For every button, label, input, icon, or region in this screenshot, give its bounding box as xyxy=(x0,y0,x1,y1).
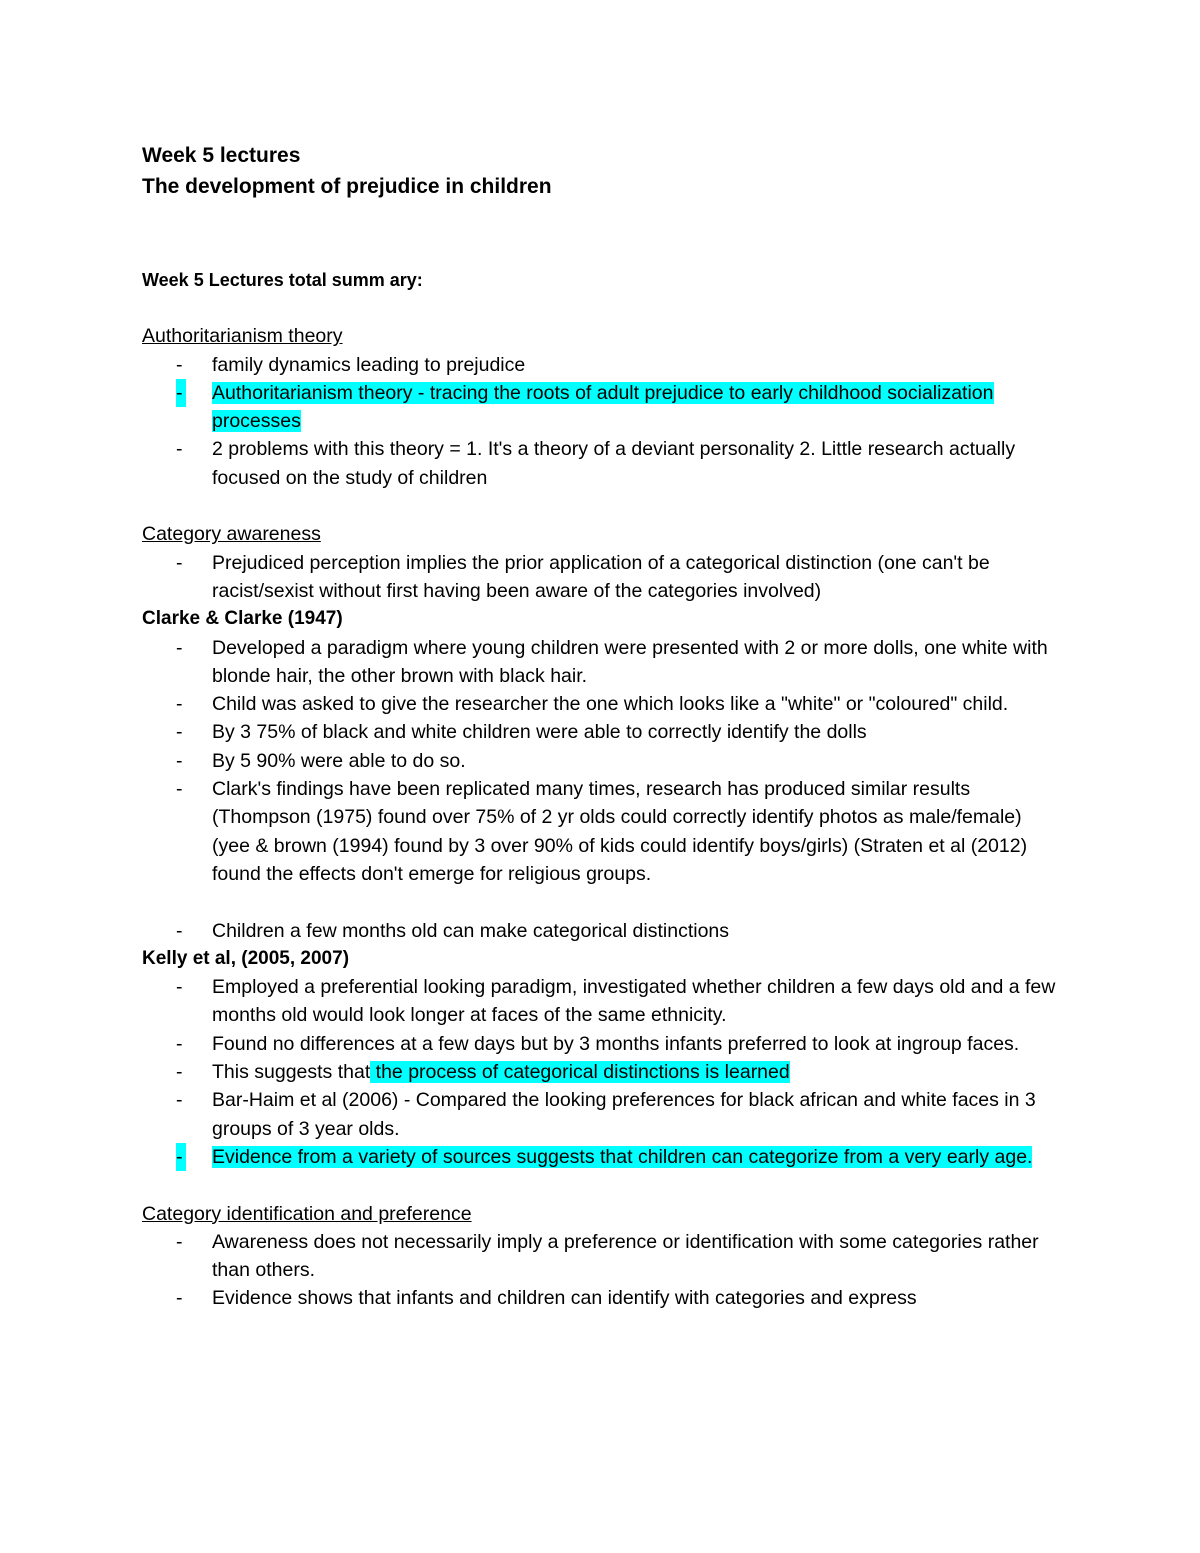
list-item xyxy=(142,690,1062,718)
bullet-dash: - xyxy=(176,1089,183,1112)
list-item xyxy=(142,634,1062,691)
list-item-text: 2 problems with this theory = 1. It's a theory of a deviant personality 2. Little research actually focused on the study of children xyxy=(212,438,1016,489)
bullet-dash: - xyxy=(176,1032,183,1055)
list-item xyxy=(142,775,1062,888)
list-item-highlighted xyxy=(142,1143,1062,1171)
spacer xyxy=(142,1171,1062,1199)
list-item-text: Clark's findings have been replicated many times, research has produced similar results (Thompson (1975) found over 75% of 2 yr olds could correctly identify photos as male/female) (yee & brown (1994) found by 3 over 90% of kids could identify boys/girls) (Straten et al (2012) found the effects don't emerge for religious groups. xyxy=(212,778,1028,885)
highlighted-text: Authoritarianism theory - tracing the roots of adult prejudice to early childhood socialization processes xyxy=(212,381,994,433)
identification-list xyxy=(142,1228,1062,1313)
bullet-dash: - xyxy=(176,1143,186,1171)
list-item xyxy=(142,549,1062,606)
document-title-line-1: Week 5 lectures xyxy=(142,144,301,167)
spacer xyxy=(142,294,1062,322)
list-item xyxy=(142,1284,1062,1312)
list-item-text: Awareness does not necessarily imply a preference or identification with some categories rather than others. xyxy=(212,1230,1039,1282)
bullet-dash: - xyxy=(176,1287,183,1310)
bullet-dash: - xyxy=(176,976,183,999)
list-item xyxy=(142,718,1062,746)
bullet-dash: - xyxy=(176,1230,183,1253)
list-item-text: Employed a preferential looking paradigm, investigated whether children a few days old and a few months old would look longer at faces of the same ethnicity. xyxy=(212,976,1056,1027)
summary-heading: Week 5 Lectures total summ ary: xyxy=(142,270,423,290)
list-item-text: Bar-Haim et al (2006) - Compared the looking preferences for black african and white faces in 3 groups of 3 year olds. xyxy=(212,1089,1036,1140)
list-item-text: By 5 90% were able to do so. xyxy=(212,749,466,772)
list-item-text: This suggests that xyxy=(212,1061,371,1084)
bullet-dash: - xyxy=(176,353,183,376)
bullet-dash: - xyxy=(176,551,183,574)
list-item-text: Evidence shows that infants and children can identify with categories and express xyxy=(212,1287,917,1310)
bullet-dash: - xyxy=(176,379,186,407)
bullet-dash: - xyxy=(176,919,183,942)
list-item xyxy=(142,1030,1062,1058)
document-title-line-2: The development of prejudice in children xyxy=(142,175,552,198)
list-item-text: family dynamics leading to prejudice xyxy=(212,353,526,376)
spacer xyxy=(142,888,1062,916)
bullet-dash: - xyxy=(176,1061,183,1084)
clarke-list xyxy=(142,634,1062,889)
bullet-dash: - xyxy=(176,693,183,716)
list-item xyxy=(142,917,1062,945)
clarke-list-continued xyxy=(142,917,1062,945)
list-item xyxy=(142,973,1062,1030)
section-heading-identification: Category identification and preference xyxy=(142,1202,472,1225)
list-item xyxy=(142,435,1062,492)
list-item-text: Developed a paradigm where young children were presented with 2 or more dolls, one white with blonde hair, the other brown with black hair. xyxy=(212,636,1048,687)
bullet-dash: - xyxy=(176,778,183,801)
authoritarianism-list xyxy=(142,351,1062,492)
kelly-list xyxy=(142,973,1062,1171)
category-awareness-list xyxy=(142,549,1062,606)
highlighted-text: the process of categorical distinctions is learned xyxy=(370,1061,790,1084)
list-item-text: Found no differences at a few days but by 3 months infants preferred to look at ingroup faces. xyxy=(212,1032,1020,1055)
list-item xyxy=(142,1058,1062,1086)
list-item-text: Child was asked to give the researcher the one which looks like a "white" or "coloured" child. xyxy=(212,693,1009,716)
list-item-highlighted xyxy=(142,379,1062,436)
list-item xyxy=(142,1228,1062,1285)
bullet-dash: - xyxy=(176,749,183,772)
study-heading-clarke: Clarke & Clarke (1947) xyxy=(142,608,343,630)
list-item-text: By 3 75% of black and white children were able to correctly identify the dolls xyxy=(212,721,867,744)
section-heading-authoritarianism: Authoritarianism theory xyxy=(142,325,343,348)
list-item-text: Prejudiced perception implies the prior application of a categorical distinction (one can't be racist/sexist without first having been aware of the categories involved) xyxy=(212,551,990,602)
bullet-dash: - xyxy=(176,438,183,461)
list-item xyxy=(142,747,1062,775)
list-item-text: Children a few months old can make categorical distinctions xyxy=(212,919,730,942)
section-heading-category-awareness: Category awareness xyxy=(142,523,321,546)
spacer xyxy=(142,202,1062,266)
study-heading-kelly: Kelly et al, (2005, 2007) xyxy=(142,947,350,969)
highlighted-text: Evidence from a variety of sources suggests that children can categorize from a very early age. xyxy=(212,1145,1033,1168)
spacer xyxy=(142,492,1062,520)
list-item xyxy=(142,351,1062,379)
document-page xyxy=(142,140,1062,1313)
bullet-dash: - xyxy=(176,636,183,659)
list-item xyxy=(142,1086,1062,1143)
bullet-dash: - xyxy=(176,721,183,744)
